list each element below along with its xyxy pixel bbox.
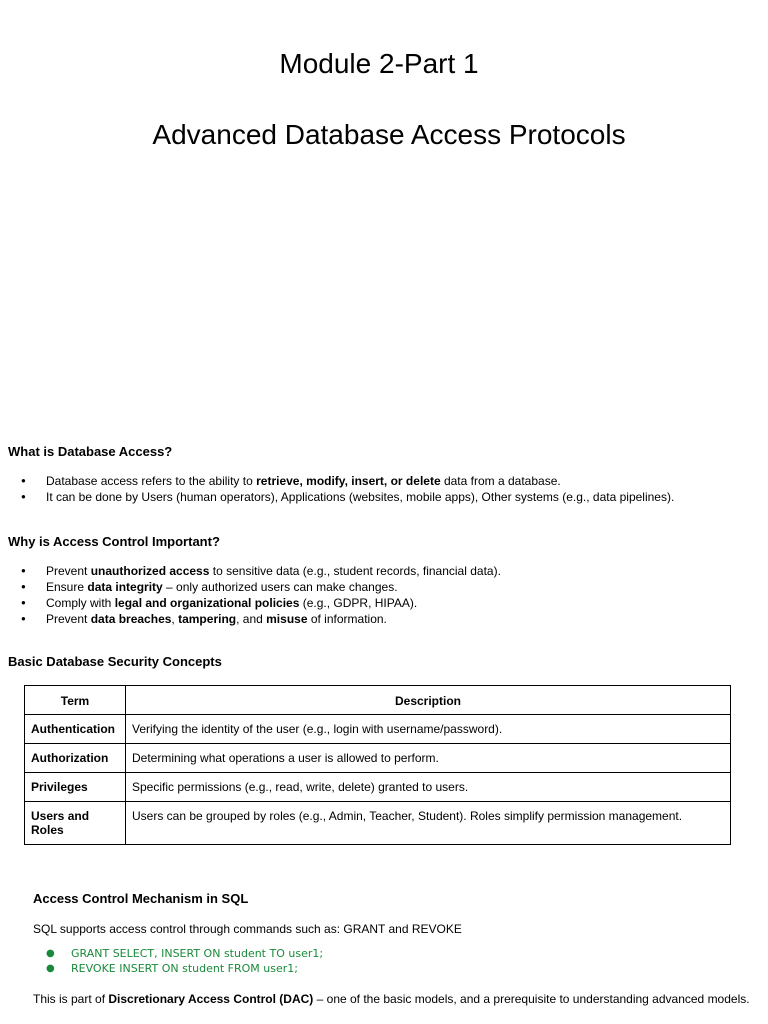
body-text: (e.g., GDPR, HIPAA). xyxy=(299,596,418,610)
emphasis-text: misuse xyxy=(266,612,308,626)
emphasis-text: unauthorized access xyxy=(90,564,210,578)
term-cell: Authorization xyxy=(25,744,126,773)
table-row xyxy=(25,802,731,845)
section-heading-access-control: Why is Access Control Important? xyxy=(8,534,220,549)
emphasis-text: legal and organizational policies xyxy=(114,596,300,610)
list-item xyxy=(8,489,674,505)
body-text: data from a database. xyxy=(440,474,561,488)
column-header-term: Term xyxy=(25,686,126,715)
sql-command-list xyxy=(33,947,323,976)
body-text: of information. xyxy=(307,612,387,626)
security-concepts-table xyxy=(24,685,731,845)
body-text: It can be done by Users (human operators), Applications (websites, mobile apps), Other systems (e.g., data pipelines). xyxy=(46,490,675,504)
sql-command: ● REVOKE INSERT ON student FROM user1; xyxy=(33,962,323,977)
sql-command: ● GRANT SELECT, INSERT ON student TO user1; xyxy=(33,947,323,962)
emphasis-text: retrieve, modify, insert, or delete xyxy=(256,474,441,488)
description-cell: Determining what operations a user is allowed to perform. xyxy=(126,744,731,773)
body-text: This is part of xyxy=(33,992,109,1006)
body-text: , xyxy=(171,612,179,626)
description-cell: Users can be grouped by roles (e.g., Admin, Teacher, Student). Roles simplify permission management. xyxy=(126,802,731,845)
table-row xyxy=(25,744,731,773)
emphasis-text: data breaches xyxy=(90,612,172,626)
database-access-list xyxy=(8,473,674,505)
document-title: Advanced Database Access Protocols xyxy=(152,119,626,150)
term-cell: Authentication xyxy=(25,715,126,744)
module-title: Module 2-Part 1 xyxy=(279,48,479,79)
section-heading-security-concepts: Basic Database Security Concepts xyxy=(8,654,222,669)
emphasis-text: data integrity xyxy=(87,580,163,594)
list-item xyxy=(8,579,501,595)
body-text: Prevent xyxy=(46,612,91,626)
dac-note xyxy=(33,992,750,1006)
body-text: Prevent xyxy=(46,564,91,578)
body-text: Comply with xyxy=(46,596,115,610)
sql-intro-text: SQL supports access control through commands such as: GRANT and REVOKE xyxy=(33,922,462,936)
body-text: , and xyxy=(236,612,267,626)
list-item xyxy=(8,611,501,627)
description-cell: Verifying the identity of the user (e.g., login with username/password). xyxy=(126,715,731,744)
table-row xyxy=(25,715,731,744)
body-text: Database access refers to the ability to xyxy=(46,474,257,488)
term-cell: Privileges xyxy=(25,773,126,802)
table-row xyxy=(25,773,731,802)
body-text: to sensitive data (e.g., student records, financial data). xyxy=(209,564,501,578)
section-heading-database-access: What is Database Access? xyxy=(8,444,173,459)
term-cell: Users and Roles xyxy=(25,802,126,845)
table-header-row xyxy=(25,686,731,715)
access-control-list xyxy=(8,563,501,627)
body-text: – one of the basic models, and a prerequisite to understanding advanced models. xyxy=(313,992,750,1006)
list-item xyxy=(8,595,501,611)
list-item xyxy=(8,563,501,579)
emphasis-text: tampering xyxy=(178,612,237,626)
body-text: Ensure xyxy=(46,580,88,594)
description-cell: Specific permissions (e.g., read, write, delete) granted to users. xyxy=(126,773,731,802)
list-item xyxy=(8,473,674,489)
body-text: – only authorized users can make changes. xyxy=(162,580,398,594)
column-header-description: Description xyxy=(126,686,731,715)
emphasis-text: Discretionary Access Control (DAC) xyxy=(108,992,314,1006)
section-heading-sql-access-control: Access Control Mechanism in SQL xyxy=(33,891,249,906)
